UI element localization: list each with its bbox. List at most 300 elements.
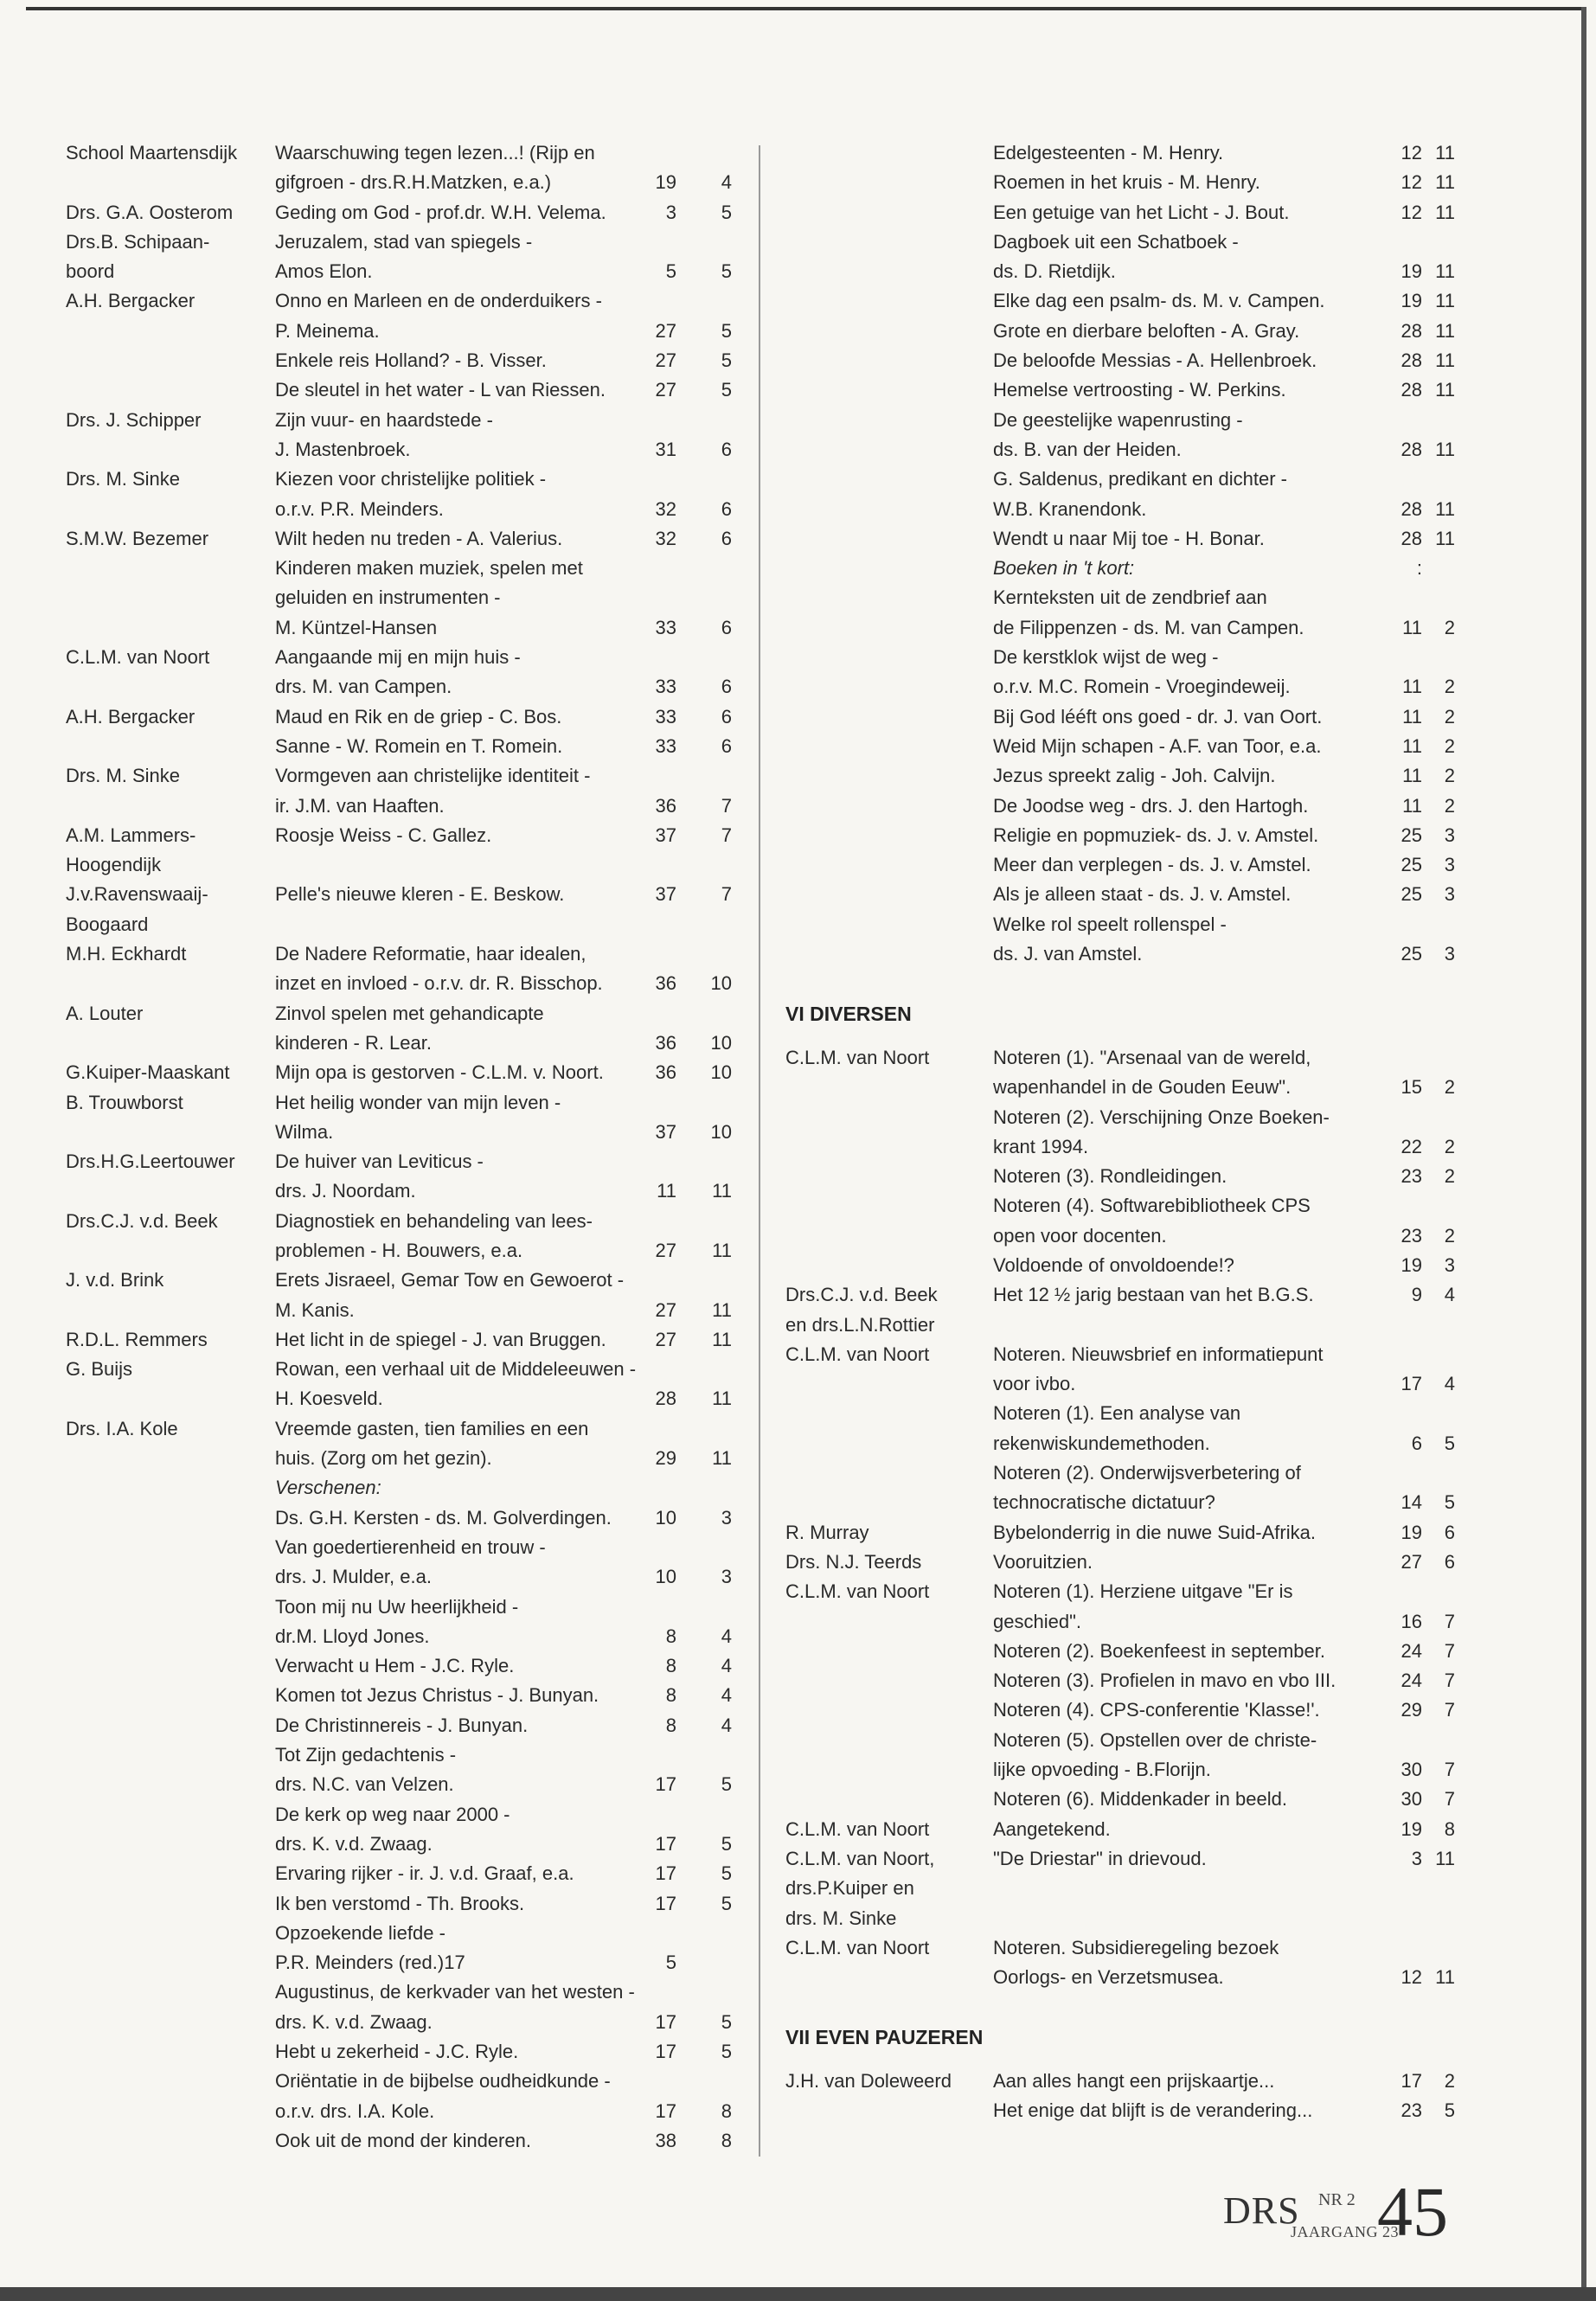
index-entry bbox=[785, 198, 1455, 228]
entry-page: 25 bbox=[1401, 943, 1422, 965]
entry-title: Noteren (2). Boekenfeest in september. bbox=[993, 1639, 1325, 1662]
index-entry bbox=[785, 1874, 1455, 1903]
index-entry bbox=[66, 1503, 732, 1533]
entry-page: 10 bbox=[655, 1506, 676, 1529]
index-entry bbox=[66, 1770, 732, 1799]
entry-author: J.H. van Doleweerd bbox=[785, 2070, 952, 2092]
entry-author: C.L.M. van Noort bbox=[785, 1817, 930, 1840]
entry-page: 27 bbox=[655, 349, 676, 372]
entry-page: 5 bbox=[665, 260, 676, 283]
entry-issue: 5 bbox=[721, 260, 732, 283]
entry-issue: 6 bbox=[721, 676, 732, 698]
entry-page: 24 bbox=[1401, 1639, 1422, 1662]
entry-title: Erets Jisraeel, Gemar Tow en Gewoerot - bbox=[275, 1269, 625, 1292]
entry-issue: 11 bbox=[712, 1239, 732, 1261]
entry-page: 25 bbox=[1401, 854, 1422, 876]
index-entry bbox=[785, 1429, 1455, 1458]
index-entry bbox=[785, 2096, 1455, 2125]
entry-author: A.M. Lammers- bbox=[66, 824, 196, 846]
index-entry bbox=[785, 1933, 1455, 1963]
entry-page: 24 bbox=[1401, 1670, 1422, 1692]
index-entry bbox=[785, 346, 1455, 375]
index-entry bbox=[785, 1221, 1455, 1251]
entry-issue: 6 bbox=[721, 616, 732, 638]
index-entry bbox=[66, 2008, 732, 2037]
entry-title: Oorlogs- en Verzetsmusea. bbox=[993, 1966, 1224, 1989]
entry-title: Kinderen maken muziek, spelen met bbox=[275, 557, 583, 580]
index-entry bbox=[66, 583, 732, 612]
entry-title: Noteren (6). Middenkader in beeld. bbox=[993, 1788, 1287, 1811]
entry-issue: 6 bbox=[721, 497, 732, 520]
index-entry bbox=[785, 1577, 1455, 1606]
entry-page: 25 bbox=[1401, 883, 1422, 906]
index-entry bbox=[66, 1859, 732, 1888]
index-entry bbox=[66, 524, 732, 554]
index-entry bbox=[785, 286, 1455, 316]
right-column-entries bbox=[785, 138, 1455, 969]
entry-author: S.M.W. Bezemer bbox=[66, 527, 209, 549]
entry-issue: 11 bbox=[1435, 1847, 1455, 1869]
entry-title: Ds. G.H. Kersten - ds. M. Golverdingen. bbox=[275, 1506, 612, 1529]
entry-issue: 5 bbox=[721, 349, 732, 372]
index-entry bbox=[785, 613, 1455, 643]
entry-issue: 11 bbox=[712, 1180, 732, 1202]
entry-page: 36 bbox=[655, 794, 676, 817]
entry-page: 8 bbox=[665, 1684, 676, 1707]
entry-title: gifgroen - drs.R.H.Matzken, e.a.) bbox=[275, 171, 552, 194]
entry-title: open voor docenten. bbox=[993, 1224, 1167, 1247]
entry-title: H. Koesveld. bbox=[275, 1388, 383, 1410]
entry-title: geschied". bbox=[993, 1610, 1081, 1632]
entry-issue: 5 bbox=[721, 1832, 732, 1855]
index-entry bbox=[785, 1518, 1455, 1548]
entry-title: lijke opvoeding - B.Florijn. bbox=[993, 1759, 1211, 1781]
entry-author: boord bbox=[66, 260, 115, 283]
entry-title: Geding om God - prof.dr. W.H. Velema. bbox=[275, 201, 606, 223]
entry-author: C.L.M. van Noort, bbox=[785, 1847, 935, 1869]
entry-title: o.r.v. M.C. Romein - Vroegindeweij. bbox=[993, 676, 1291, 698]
entry-title: Het enige dat blijft is de verandering... bbox=[993, 2099, 1313, 2122]
entry-title: Boeken in 't kort: bbox=[993, 557, 1135, 580]
page-footer bbox=[1223, 2170, 1457, 2249]
entry-page: 30 bbox=[1401, 1788, 1422, 1811]
index-entry bbox=[66, 435, 732, 465]
entry-title: huis. (Zorg om het gezin). bbox=[275, 1447, 492, 1470]
index-entry bbox=[785, 792, 1455, 821]
index-entry bbox=[785, 1251, 1455, 1280]
index-entry bbox=[66, 1562, 732, 1592]
index-entry bbox=[785, 1191, 1455, 1221]
entry-author: J. v.d. Brink bbox=[66, 1269, 164, 1292]
entry-issue: 7 bbox=[1444, 1670, 1455, 1692]
entry-issue: 7 bbox=[1444, 1639, 1455, 1662]
entry-title: Verwacht u Hem - J.C. Ryle. bbox=[275, 1655, 515, 1677]
entry-page: 12 bbox=[1401, 171, 1422, 194]
entry-title: Kernteksten uit de zendbrief aan bbox=[993, 586, 1267, 609]
index-entry bbox=[66, 1889, 732, 1919]
entry-issue: 11 bbox=[1435, 319, 1455, 342]
entry-issue: 3 bbox=[721, 1566, 732, 1588]
entry-author: School Maartensdijk bbox=[66, 142, 238, 163]
entry-page: 32 bbox=[655, 497, 676, 520]
entry-page: 28 bbox=[1401, 438, 1422, 460]
entry-title: Verschenen: bbox=[275, 1477, 381, 1499]
index-entry bbox=[66, 495, 732, 524]
entry-page: 17 bbox=[655, 1892, 676, 1914]
entry-author: drs.P.Kuiper en bbox=[785, 1877, 914, 1900]
entry-issue: 5 bbox=[1444, 2099, 1455, 2122]
entry-issue: 2 bbox=[1444, 705, 1455, 727]
entry-title: krant 1994. bbox=[993, 1135, 1089, 1157]
index-entry bbox=[66, 672, 732, 702]
entry-title: Vooruitzien. bbox=[993, 1550, 1093, 1573]
entry-page: 27 bbox=[655, 1239, 676, 1261]
index-entry bbox=[785, 138, 1455, 168]
entry-issue: 7 bbox=[1444, 1699, 1455, 1721]
index-entry bbox=[66, 1296, 732, 1325]
column-divider bbox=[759, 145, 760, 2157]
entry-issue: 3 bbox=[1444, 854, 1455, 876]
entry-issue: 4 bbox=[1444, 1284, 1455, 1306]
entry-title: drs. J. Mulder, e.a. bbox=[275, 1566, 432, 1588]
index-entry bbox=[785, 1904, 1455, 1933]
entry-title: Edelgesteenten - M. Henry. bbox=[993, 142, 1224, 163]
entry-title: Ook uit de mond der kinderen. bbox=[275, 2129, 531, 2151]
entry-issue: 6 bbox=[1444, 1550, 1455, 1573]
magazine-brand: DRS bbox=[1223, 2189, 1300, 2232]
index-entry bbox=[785, 939, 1455, 969]
entry-issue: 11 bbox=[1435, 290, 1455, 312]
entry-issue: 11 bbox=[1435, 201, 1455, 223]
entry-title: Wilma. bbox=[275, 1120, 334, 1143]
entry-title: drs. N.C. van Velzen. bbox=[275, 1773, 454, 1796]
entry-issue: 7 bbox=[721, 794, 732, 817]
index-entry bbox=[785, 1548, 1455, 1577]
index-entry bbox=[66, 554, 732, 583]
entry-title: Waarschuwing tegen lezen...! (Rijp en bbox=[275, 142, 595, 163]
entry-title: wapenhandel in de Gouden Eeuw". bbox=[993, 1076, 1292, 1099]
index-entry bbox=[785, 1815, 1455, 1844]
index-entry bbox=[785, 1132, 1455, 1162]
page-edge-right bbox=[1581, 7, 1586, 2291]
entry-title: De geestelijke wapenrusting - bbox=[993, 408, 1243, 431]
entry-author: J.v.Ravenswaaij- bbox=[66, 883, 208, 906]
entry-issue: 11 bbox=[1435, 497, 1455, 520]
entry-author: A. Louter bbox=[66, 1002, 144, 1024]
index-entry bbox=[66, 1029, 732, 1058]
entry-title: Pelle's nieuwe kleren - E. Beskow. bbox=[275, 883, 565, 906]
entry-author: C.L.M. van Noort bbox=[785, 1936, 930, 1958]
entry-title: G. Saldenus, predikant en dichter - bbox=[993, 468, 1287, 490]
entry-page: 9 bbox=[1411, 1284, 1422, 1306]
entry-author: Drs.C.J. v.d. Beek bbox=[785, 1284, 938, 1306]
index-entry bbox=[66, 643, 732, 672]
entry-title: Noteren (2). Verschijning Onze Boeken- bbox=[993, 1106, 1330, 1128]
entry-title: voor ivbo. bbox=[993, 1373, 1076, 1395]
left-column bbox=[66, 138, 732, 2156]
index-entry bbox=[66, 1651, 732, 1681]
entry-issue: 4 bbox=[721, 1714, 732, 1736]
entry-page: 11 bbox=[1402, 676, 1422, 698]
index-entry bbox=[785, 168, 1455, 197]
entry-page: 17 bbox=[655, 1862, 676, 1885]
entry-title: Rowan, een verhaal uit de Middeleeuwen - bbox=[275, 1358, 637, 1381]
index-entry bbox=[66, 1207, 732, 1236]
entry-issue: 11 bbox=[712, 1388, 732, 1410]
entry-page: 36 bbox=[655, 1031, 676, 1054]
entry-issue: 3 bbox=[1444, 943, 1455, 965]
entry-page: 29 bbox=[655, 1447, 676, 1470]
entry-title: Noteren (5). Opstellen over de christe- bbox=[993, 1728, 1317, 1751]
entry-title: Noteren (4). Softwarebibliotheek CPS bbox=[993, 1195, 1311, 1217]
entry-issue: 8 bbox=[721, 2129, 732, 2151]
entry-author: C.L.M. van Noort bbox=[785, 1580, 930, 1603]
entry-page: 28 bbox=[1401, 527, 1422, 549]
entry-author: Drs.B. Schipaan- bbox=[66, 230, 210, 253]
entry-title: Opzoekende liefde - bbox=[275, 1921, 445, 1944]
index-entry bbox=[66, 375, 732, 405]
entry-page: 8 bbox=[665, 1714, 676, 1736]
entry-page: 11 bbox=[1402, 616, 1422, 638]
entry-title: Hemelse vertroosting - W. Perkins. bbox=[993, 379, 1286, 401]
entry-title: P.R. Meinders (red.)17 bbox=[275, 1952, 465, 1974]
entry-title: Zinvol spelen met gehandicapte bbox=[275, 1002, 544, 1024]
entry-issue: 7 bbox=[1444, 1788, 1455, 1811]
index-entry bbox=[785, 1963, 1455, 1992]
section-heading-vii: VII EVEN PAUZEREN bbox=[785, 2025, 984, 2048]
entry-title: P. Meinema. bbox=[275, 319, 380, 342]
index-entry bbox=[66, 999, 732, 1029]
entry-title: Vreemde gasten, tien families en een bbox=[275, 1417, 589, 1439]
entry-title: Oriëntatie in de bijbelse oudheidkunde - bbox=[275, 2070, 611, 2093]
entry-title: Noteren (1). "Arsenaal van de wereld, bbox=[993, 1046, 1311, 1068]
entry-page: 28 bbox=[655, 1388, 676, 1410]
entry-page: 5 bbox=[665, 1952, 676, 1974]
entry-title: J. Mastenbroek. bbox=[275, 438, 411, 460]
entry-page: 8 bbox=[665, 1655, 676, 1677]
index-entry bbox=[66, 1176, 732, 1206]
entry-page: 11 bbox=[1402, 794, 1422, 817]
entry-page: 3 bbox=[1411, 1847, 1422, 1869]
entry-title: Elke dag een psalm- ds. M. v. Campen. bbox=[993, 290, 1325, 312]
entry-title: problemen - H. Bouwers, e.a. bbox=[275, 1239, 523, 1261]
entry-issue: 10 bbox=[710, 1061, 732, 1084]
entry-title: inzet en invloed - o.r.v. dr. R. Bisschop. bbox=[275, 972, 603, 995]
entry-title: Als je alleen staat - ds. J. v. Amstel. bbox=[993, 883, 1292, 906]
entry-author: C.L.M. van Noort bbox=[785, 1343, 930, 1365]
index-entry bbox=[785, 1458, 1455, 1488]
entry-page: 30 bbox=[1401, 1759, 1422, 1781]
index-entry bbox=[66, 1977, 732, 2007]
entry-page: 12 bbox=[1401, 142, 1422, 163]
entry-author: Boogaard bbox=[66, 913, 149, 935]
index-entry bbox=[66, 792, 732, 821]
entry-title: Amos Elon. bbox=[275, 260, 373, 283]
entry-issue: 11 bbox=[1435, 142, 1455, 163]
entry-page: 37 bbox=[655, 1120, 676, 1143]
entry-issue: 11 bbox=[712, 1447, 732, 1470]
entry-title: De Nadere Reformatie, haar idealen, bbox=[275, 943, 586, 965]
entry-title: Jezus spreekt zalig - Joh. Calvijn. bbox=[993, 765, 1276, 787]
index-entry bbox=[785, 524, 1455, 554]
entry-title: Noteren (1). Een analyse van bbox=[993, 1402, 1241, 1425]
entry-title: De huiver van Leviticus - bbox=[275, 1150, 484, 1173]
entry-issue: 11 bbox=[1435, 379, 1455, 401]
entry-page: 33 bbox=[655, 676, 676, 698]
index-entry bbox=[66, 732, 732, 761]
entry-issue: 8 bbox=[721, 2099, 732, 2122]
section-vii-entries bbox=[785, 2067, 1455, 2126]
index-entry bbox=[66, 1058, 732, 1087]
entry-title: Noteren. Nieuwsbrief en informatiepunt bbox=[993, 1343, 1324, 1365]
entry-issue: 11 bbox=[1435, 260, 1455, 283]
entry-title: Bybelonderrig in die nuwe Suid-Afrika. bbox=[993, 1521, 1316, 1543]
entry-page: 11 bbox=[657, 1180, 676, 1202]
index-entry bbox=[66, 1948, 732, 1977]
entry-page: 23 bbox=[1401, 1224, 1422, 1247]
entry-author: A.H. Bergacker bbox=[66, 290, 195, 312]
index-entry bbox=[66, 138, 732, 168]
entry-issue: 7 bbox=[1444, 1759, 1455, 1781]
volume-label: JAARGANG 23 bbox=[1291, 2223, 1400, 2240]
entry-title: Aan alles hangt een prijskaartje... bbox=[993, 2070, 1275, 2092]
entry-issue: 7 bbox=[721, 824, 732, 846]
entry-title: drs. K. v.d. Zwaag. bbox=[275, 1832, 433, 1855]
index-entry bbox=[66, 1830, 732, 1859]
index-entry bbox=[785, 2067, 1455, 2096]
entry-issue: 2 bbox=[1444, 1165, 1455, 1188]
index-entry bbox=[785, 643, 1455, 672]
entry-title: Maud en Rik en de griep - C. Bos. bbox=[275, 705, 562, 727]
index-entry bbox=[66, 613, 732, 643]
index-entry bbox=[785, 1073, 1455, 1102]
entry-issue: 11 bbox=[1435, 1966, 1455, 1989]
index-entry bbox=[785, 495, 1455, 524]
index-entry bbox=[66, 880, 732, 909]
index-entry bbox=[785, 880, 1455, 909]
entry-page: 19 bbox=[1401, 290, 1422, 312]
entry-page: 28 bbox=[1401, 319, 1422, 342]
entry-page: 17 bbox=[655, 1832, 676, 1855]
entry-title: Religie en popmuziek- ds. J. v. Amstel. bbox=[993, 824, 1319, 846]
entry-title: De sleutel in het water - L van Riessen. bbox=[275, 379, 606, 401]
entry-title: Noteren (4). CPS-conferentie 'Klasse!'. bbox=[993, 1699, 1320, 1721]
entry-title: Het heilig wonder van mijn leven - bbox=[275, 1091, 561, 1113]
entry-page: 17 bbox=[655, 1773, 676, 1796]
entry-page: 16 bbox=[1401, 1610, 1422, 1632]
entry-page: 29 bbox=[1401, 1699, 1422, 1721]
entry-page: 28 bbox=[1401, 349, 1422, 372]
index-entry bbox=[66, 969, 732, 998]
index-entry bbox=[66, 286, 732, 316]
entry-author: Drs.H.G.Leertouwer bbox=[66, 1150, 235, 1173]
entry-page: 19 bbox=[1401, 260, 1422, 283]
index-entry bbox=[66, 761, 732, 791]
index-entry bbox=[785, 1103, 1455, 1132]
index-entry bbox=[66, 910, 732, 939]
entry-issue: 2 bbox=[1444, 1076, 1455, 1099]
index-entry bbox=[785, 1280, 1455, 1310]
entry-title: Tot Zijn gedachtenis - bbox=[275, 1744, 457, 1766]
entry-title: Welke rol speelt rollenspel - bbox=[993, 913, 1227, 935]
index-entry bbox=[785, 1162, 1455, 1191]
index-entry bbox=[66, 465, 732, 494]
entry-title: rekenwiskundemethoden. bbox=[993, 1432, 1210, 1454]
index-entry bbox=[66, 1266, 732, 1295]
entry-title: Diagnostiek en behandeling van lees- bbox=[275, 1209, 593, 1232]
entry-issue: 5 bbox=[1444, 1432, 1455, 1454]
index-entry bbox=[66, 850, 732, 880]
entry-author: G. Buijs bbox=[66, 1358, 133, 1381]
entry-page: 17 bbox=[655, 2041, 676, 2062]
entry-page: 27 bbox=[655, 319, 676, 342]
entry-title: Roemen in het kruis - M. Henry. bbox=[993, 171, 1260, 194]
entry-page: 31 bbox=[655, 438, 676, 460]
entry-author: R.D.L. Remmers bbox=[66, 1328, 208, 1350]
index-entry bbox=[66, 1147, 732, 1176]
entry-title: Zijn vuur- en haardstede - bbox=[275, 408, 493, 431]
entry-title: Dagboek uit een Schatboek - bbox=[993, 230, 1239, 253]
entry-issue: 2 bbox=[1444, 794, 1455, 817]
entry-issue: 5 bbox=[721, 2010, 732, 2033]
entry-page: 27 bbox=[655, 1328, 676, 1350]
index-entry bbox=[66, 1088, 732, 1118]
page-edge-bottom bbox=[0, 2287, 1596, 2301]
index-entry bbox=[66, 1384, 732, 1413]
entry-issue: 2 bbox=[1444, 1224, 1455, 1247]
entry-author: Drs. N.J. Teerds bbox=[785, 1550, 922, 1573]
entry-title: Ik ben verstomd - Th. Brooks. bbox=[275, 1892, 525, 1914]
entry-issue: 11 bbox=[1435, 527, 1455, 549]
entry-issue: 2 bbox=[1444, 1135, 1455, 1157]
entry-title: M. Küntzel-Hansen bbox=[275, 616, 438, 638]
index-entry bbox=[785, 1043, 1455, 1073]
entry-title: drs. M. van Campen. bbox=[275, 676, 452, 698]
index-entry bbox=[785, 257, 1455, 286]
entry-title: De kerk op weg naar 2000 - bbox=[275, 1803, 510, 1825]
entry-page: 17 bbox=[1401, 1373, 1422, 1395]
entry-title: ds. B. van der Heiden. bbox=[993, 438, 1182, 460]
entry-title: Aangaande mij en mijn huis - bbox=[275, 646, 521, 669]
entry-page: 38 bbox=[655, 2129, 676, 2151]
entry-author: drs. M. Sinke bbox=[785, 1907, 897, 1929]
entry-author: Drs. J. Schipper bbox=[66, 408, 202, 431]
entry-page: 28 bbox=[1401, 497, 1422, 520]
section-vi-entries bbox=[785, 1043, 1455, 1993]
index-entry bbox=[66, 2067, 732, 2096]
index-entry bbox=[785, 435, 1455, 465]
entry-title: Noteren (1). Herziene uitgave "Er is bbox=[993, 1580, 1293, 1603]
entry-page: 37 bbox=[655, 883, 676, 906]
index-entry bbox=[66, 1444, 732, 1473]
entry-issue: 3 bbox=[1444, 824, 1455, 846]
index-entry bbox=[785, 1755, 1455, 1785]
entry-page: 19 bbox=[1401, 1253, 1422, 1276]
index-entry bbox=[785, 1607, 1455, 1637]
entry-title: M. Kanis. bbox=[275, 1298, 355, 1321]
index-entry bbox=[785, 732, 1455, 761]
entry-issue: 6 bbox=[721, 438, 732, 460]
index-entry bbox=[66, 406, 732, 435]
index-entry bbox=[66, 1919, 732, 1948]
entry-author: B. Trouwborst bbox=[66, 1091, 183, 1113]
entry-issue: 5 bbox=[721, 201, 732, 223]
entry-page: 28 bbox=[1401, 379, 1422, 401]
entry-page: 11 bbox=[1402, 734, 1422, 757]
index-entry bbox=[66, 939, 732, 969]
entry-page: 15 bbox=[1401, 1076, 1422, 1099]
index-entry bbox=[785, 1666, 1455, 1695]
